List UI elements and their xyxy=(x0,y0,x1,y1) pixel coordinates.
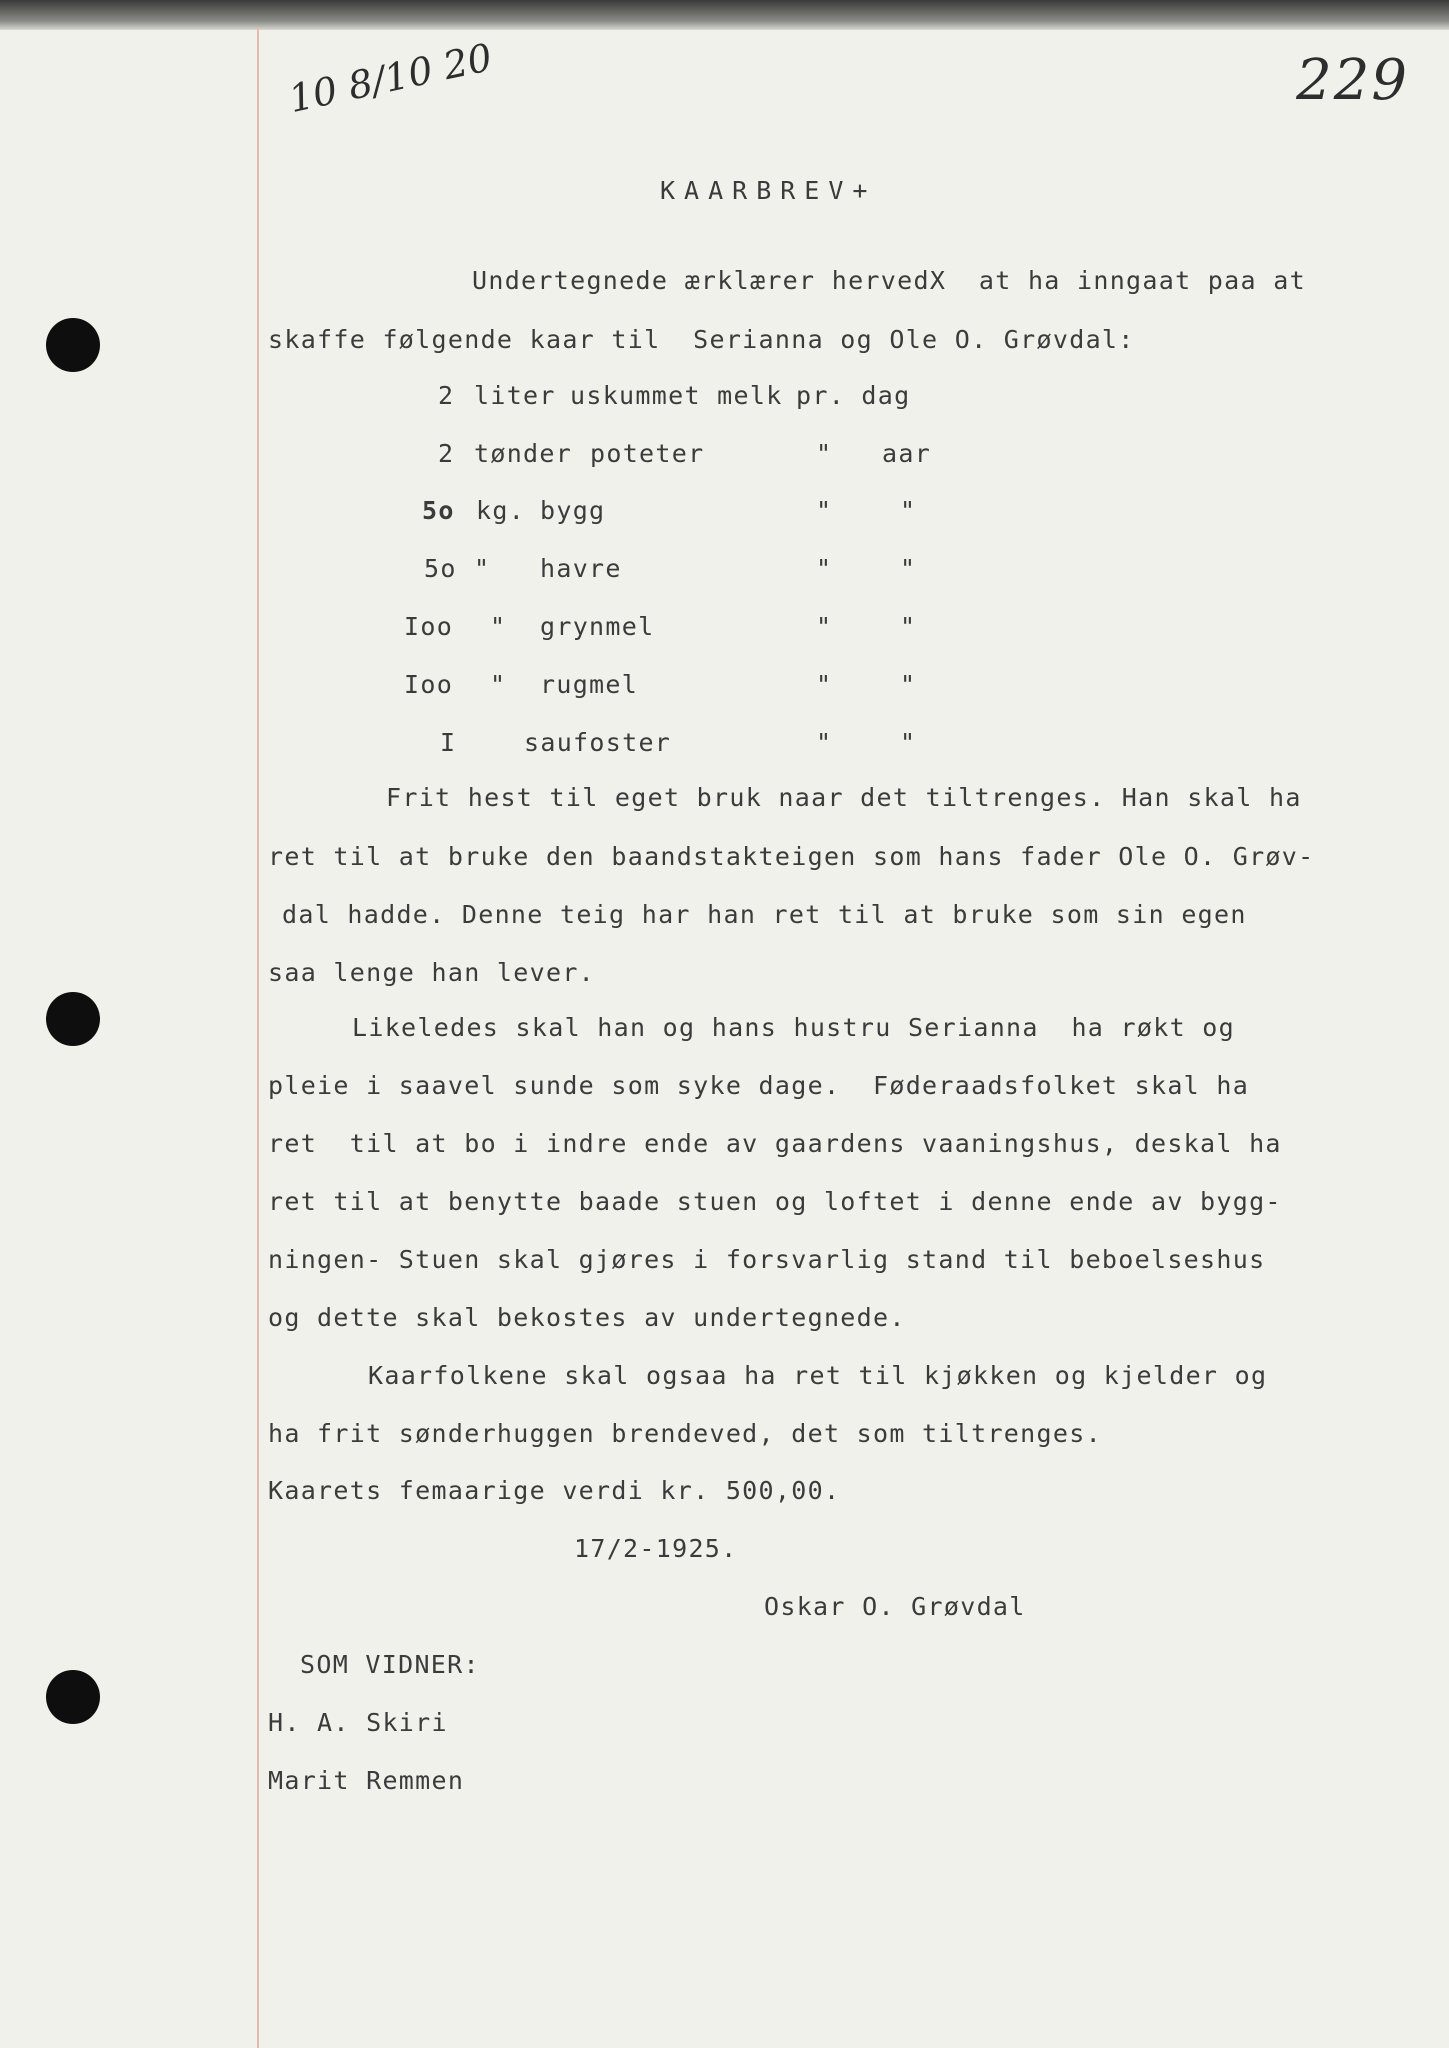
intro-line-2: skaffe følgende kaar til Serianna og Ole O. Grøvdal: xyxy=(268,325,1135,354)
intro-line-1: Undertegnede ærklærer hervedX at ha inngaat paa at xyxy=(472,266,1306,295)
item-name: saufoster xyxy=(524,728,672,757)
paragraph-line: ha frit sønderhuggen brendeved, det som tiltrenges. xyxy=(268,1419,1102,1448)
item-ditto: " xyxy=(816,728,833,757)
item-name: grynmel xyxy=(540,612,655,641)
item-name: bygg xyxy=(540,496,606,525)
item-unit: kg. xyxy=(476,496,526,525)
item-qty: Ioo xyxy=(404,612,454,641)
item-name: uskummet melk xyxy=(570,381,783,410)
item-unit: liter xyxy=(474,381,556,410)
item-period: " xyxy=(900,728,917,757)
margin-rule xyxy=(257,28,259,2048)
item-unit: " xyxy=(474,554,491,583)
paragraph-line: og dette skal bekostes av undertegnede. xyxy=(268,1303,906,1332)
punch-hole-top xyxy=(46,318,100,372)
item-ditto: " xyxy=(816,439,833,468)
punch-hole-middle xyxy=(46,992,100,1046)
witness-name: H. A. Skiri xyxy=(268,1708,448,1737)
item-unit: " xyxy=(490,670,507,699)
page-number: 229 xyxy=(1296,48,1409,113)
item-name: poteter xyxy=(590,439,705,468)
item-qty: Ioo xyxy=(404,670,454,699)
paragraph-line: ret til at benytte baade stuen og loftet i denne ende av bygg- xyxy=(268,1187,1282,1216)
paragraph-line: dal hadde. Denne teig har han ret til at bruke som sin egen xyxy=(282,900,1247,929)
item-qty: 5o xyxy=(422,496,455,525)
item-name: rugmel xyxy=(540,670,639,699)
paragraph-line: Frit hest til eget bruk naar det tiltrenges. Han skal ha xyxy=(386,783,1302,812)
item-unit: " xyxy=(490,612,507,641)
value-statement: Kaarets femaarige verdi kr. 500,00. xyxy=(268,1476,841,1505)
paragraph-line: Likeledes skal han og hans hustru Serianna ha røkt og xyxy=(352,1013,1235,1042)
paragraph-line: Kaarfolkene skal ogsaa ha ret til kjøkken og kjelder og xyxy=(368,1361,1268,1390)
paragraph-line: ret til at bo i indre ende av gaardens vaaningshus, deskal ha xyxy=(268,1129,1282,1158)
item-unit: tønder xyxy=(474,439,573,468)
item-qty: 2 xyxy=(438,381,455,410)
signer-name: Oskar O. Grøvdal xyxy=(764,1592,1026,1621)
paragraph-line: pleie i saavel sunde som syke dage. Føderaadsfolket skal ha xyxy=(268,1071,1250,1100)
document-title: KAARBREV+ xyxy=(660,176,877,205)
paragraph-line: ret til at bruke den baandstakteigen som hans fader Ole O. Grøv- xyxy=(268,842,1315,871)
scan-top-edge xyxy=(0,0,1449,30)
margin-note: 10 8/10 20 xyxy=(285,35,496,122)
item-period: " xyxy=(900,554,917,583)
paragraph-line: saa lenge han lever. xyxy=(268,958,596,987)
witness-name: Marit Remmen xyxy=(268,1766,465,1795)
item-ditto: " xyxy=(816,670,833,699)
document-date: 17/2-1925. xyxy=(574,1534,738,1563)
item-ditto: " xyxy=(816,612,833,641)
item-period: " xyxy=(900,496,917,525)
item-qty: I xyxy=(440,728,457,757)
item-name: havre xyxy=(540,554,622,583)
item-period: aar xyxy=(882,439,932,468)
item-period: pr. dag xyxy=(796,381,911,410)
item-ditto: " xyxy=(816,496,833,525)
paragraph-line: ningen- Stuen skal gjøres i forsvarlig stand til beboelseshus xyxy=(268,1245,1266,1274)
punch-hole-bottom xyxy=(46,1670,100,1724)
witness-heading: SOM VIDNER: xyxy=(300,1650,480,1679)
item-qty: 5o xyxy=(424,554,457,583)
item-period: " xyxy=(900,612,917,641)
item-period: " xyxy=(900,670,917,699)
item-qty: 2 xyxy=(438,439,455,468)
item-ditto: " xyxy=(816,554,833,583)
